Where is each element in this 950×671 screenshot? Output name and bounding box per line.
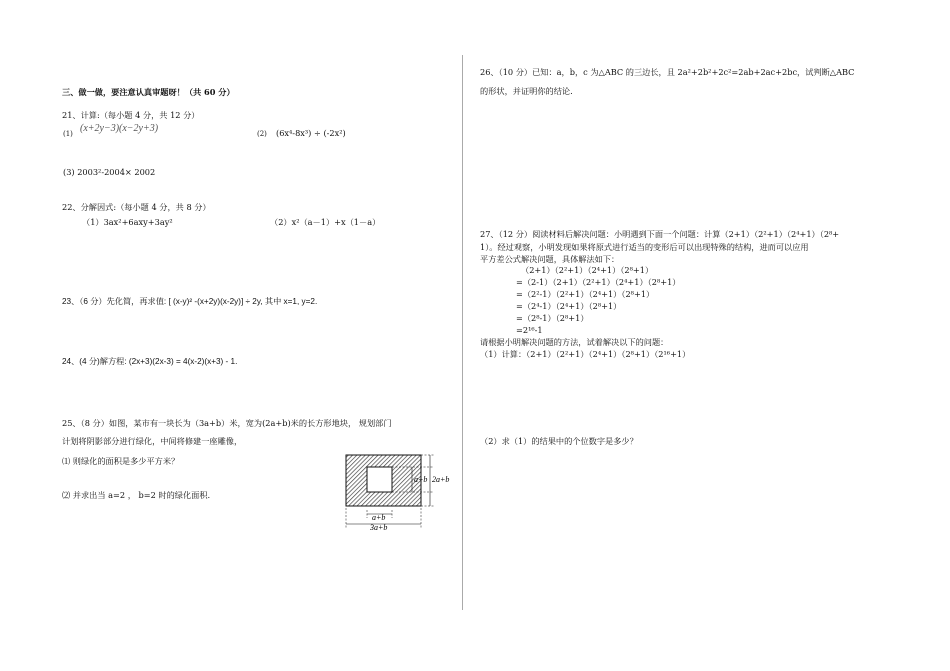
statue-square — [367, 467, 392, 492]
q27-line2: 1）。经过观察，小明发现如果将原式进行适当的变形后可以出现特殊的结构，进而可以应用 — [480, 242, 809, 252]
fig-label-inner-h: a+b — [414, 475, 428, 484]
q25-line2: 计划将阴影部分进行绿化，中间将修建一座雕像， — [62, 436, 243, 446]
q27-step: =2¹⁶-1 — [516, 325, 543, 335]
fig-label-outer-w: 3a+b — [370, 523, 388, 530]
section-title: 三、做一做，要注意认真审题呀！（共 60 分） — [62, 87, 235, 97]
q22-p1: （1）3ax²+6axy+3ay² — [82, 217, 173, 227]
q27-step: =（2⁴-1）（2⁴+1）（2⁸+1） — [516, 301, 622, 311]
q27-line4: 请根据小明解决问题的方法，试着解决以下的问题： — [480, 337, 669, 347]
q21-p3-expr: (3) 2003²-2004× 2002 — [63, 167, 156, 177]
q21-p1-label: (1) — [63, 130, 73, 138]
q25-p1: ⑴ 则绿化的面积是多少平方米？ — [62, 456, 180, 466]
q22-p2: （2）x²（a－1）+x（1－a） — [270, 217, 381, 227]
q21-p1-expr: (x+2y−3)(x−2y+3) — [80, 123, 159, 134]
q26-line1: 26、（10 分）已知：a，b，c 为△ABC 的三边长，且 2a²+2b²+2c²=2ab+2ac+2bc，试判断△ABC — [480, 67, 855, 77]
q27-step: =（2²-1）（2²+1）（2⁴+1）（2⁸+1） — [516, 289, 655, 299]
q23-text: 23、（6 分）先化简，再求值: [ (x-y)² -(x+2y)(x-2y)] ÷ 2y, 其中 x=1, y=2. — [62, 297, 318, 306]
q21-p2-expr: (6x⁴-8x³) ÷ (-2x²) — [276, 128, 346, 138]
q22-title: 22、分解因式:（每小题 4 分，共 8 分） — [62, 202, 211, 212]
q27-sub1: （1）计算：（2+1）（2²+1）（2⁴+1）（2⁸+1）（2¹⁶+1） — [480, 349, 691, 359]
q27-sub2: （2）求（1）的结果中的个位数字是多少？ — [480, 436, 638, 446]
rectangle-plot-figure — [334, 452, 464, 530]
q27-step: =（2-1）（2+1）（2²+1）（2⁴+1）（2⁸+1） — [516, 277, 681, 287]
q27-step: =（2⁸-1）（2⁸+1） — [516, 313, 589, 323]
q25-p2: ⑵ 并求出当 a=2 ， b=2 时的绿化面积. — [62, 490, 211, 500]
q25-line1: 25、（8 分）如图，某市有一块长为（3a+b）米，宽为(2a+b)米的长方形地块， 规划部门 — [62, 418, 392, 428]
q27-step: （2+1）（2²+1）（2⁴+1）（2⁸+1） — [521, 265, 654, 275]
q21-p2-label: (2) — [257, 130, 267, 138]
q24-text: 24、(4 分)解方程: (2x+3)(2x-3) = 4(x-2)(x+3) - 1. — [62, 357, 238, 366]
q26-line2: 的形状，并证明你的结论. — [480, 86, 573, 96]
fig-label-inner-w: a+b — [372, 513, 386, 522]
q27-line3: 平方差公式解决问题，具体解法如下： — [480, 254, 620, 264]
q21-title: 21、计算:（每小题 4 分，共 12 分） — [62, 110, 200, 120]
q27-line1: 27、（12 分）阅读材料后解决问题：小明遇到下面一个问题：计算（2+1）（2²+1）（2⁴+1）（2⁸+ — [480, 229, 840, 239]
fig-label-outer-h: 2a+b — [432, 475, 450, 484]
